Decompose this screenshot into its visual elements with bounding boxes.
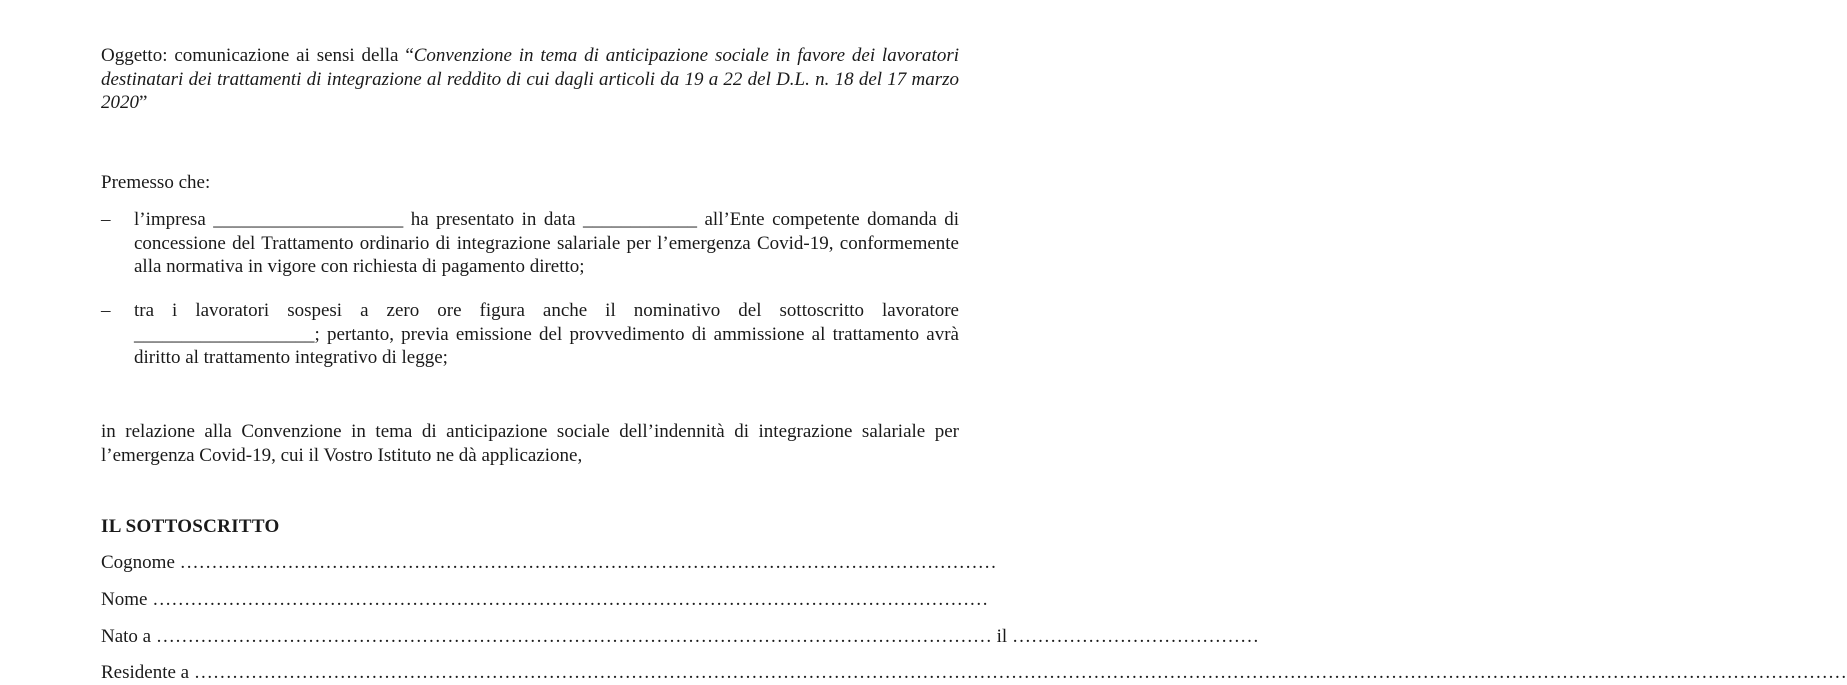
- bullet-text-part: ha presentato in data: [410, 209, 576, 230]
- residente-label: Residente a: [101, 662, 190, 683]
- cognome-label: Cognome: [101, 552, 175, 573]
- bullet-text-part: all’Ente competente domanda di concessione del Trattamento ordinario di integrazione salariale per l’emergenza Covid-19, conformemente alla normativa in vigore con richiesta di pagamento diretto;: [134, 209, 960, 277]
- bullet-dash: –: [101, 209, 111, 230]
- bullet-item-impresa: [101, 208, 959, 279]
- data-blank-field[interactable]: ____________: [583, 209, 698, 230]
- impresa-blank-field[interactable]: ____________________: [213, 209, 404, 230]
- bullet-text-part: ; pertanto, previa emissione del provvedimento di ammissione al trattamento avrà diritto al trattamento integrativo di legge;: [134, 323, 959, 368]
- bullet-item-lavoratori: [101, 299, 959, 370]
- subject-paragraph: [101, 44, 959, 115]
- bullet-dash: –: [101, 300, 111, 321]
- nome-label: Nome: [101, 589, 148, 610]
- subject-title: Convenzione in tema di anticipazione sociale in favore dei lavoratori destinatari dei trattamenti di integrazione al reddito di cui dagli articoli da 19 a 22 del D.L. n. 18 del 17 marzo 2020: [101, 45, 959, 113]
- subject-close-quote: ”: [139, 92, 148, 113]
- nato-label: Nato a: [101, 626, 152, 647]
- cognome-dotted-field[interactable]: …………………………………………………………………………………………………………………: [179, 552, 997, 573]
- nato-dotted-field[interactable]: ……………………………………………………………………………………………………………………: [155, 626, 992, 647]
- bullet-text: [134, 299, 959, 370]
- subject-lead: Oggetto: comunicazione ai sensi della “: [101, 45, 414, 66]
- bullet-text: [134, 208, 959, 279]
- bullet-text-part: tra i lavoratori sospesi a zero ore figura anche il nominativo del sottoscritto lavoratore: [134, 300, 959, 321]
- premesso-label: Premesso che:: [101, 172, 211, 193]
- il-label: il: [996, 626, 1008, 647]
- cognome-field-row: [101, 551, 997, 575]
- residente-dotted-field[interactable]: ………………………………………………………………………………………………………………………………………………………………………………………………………………………………………: [193, 662, 1847, 683]
- bullet-text-part: l’impresa: [134, 209, 206, 230]
- nome-field-row: [101, 588, 988, 612]
- relazione-paragraph: in relazione alla Convenzione in tema di anticipazione sociale dell’indennità di integrazione salariale per l’emergenza Covid-19, cui il Vostro Istituto ne dà applicazione,: [101, 421, 959, 466]
- nato-field-row: [101, 625, 1259, 649]
- section-heading: IL SOTTOSCRITTO: [101, 516, 280, 537]
- lavoratore-blank-field[interactable]: ___________________: [134, 323, 315, 345]
- nome-dotted-field[interactable]: ……………………………………………………………………………………………………………………: [152, 589, 989, 610]
- residente-field-row: [101, 661, 1847, 685]
- il-dotted-field[interactable]: …………………………………: [1011, 626, 1259, 647]
